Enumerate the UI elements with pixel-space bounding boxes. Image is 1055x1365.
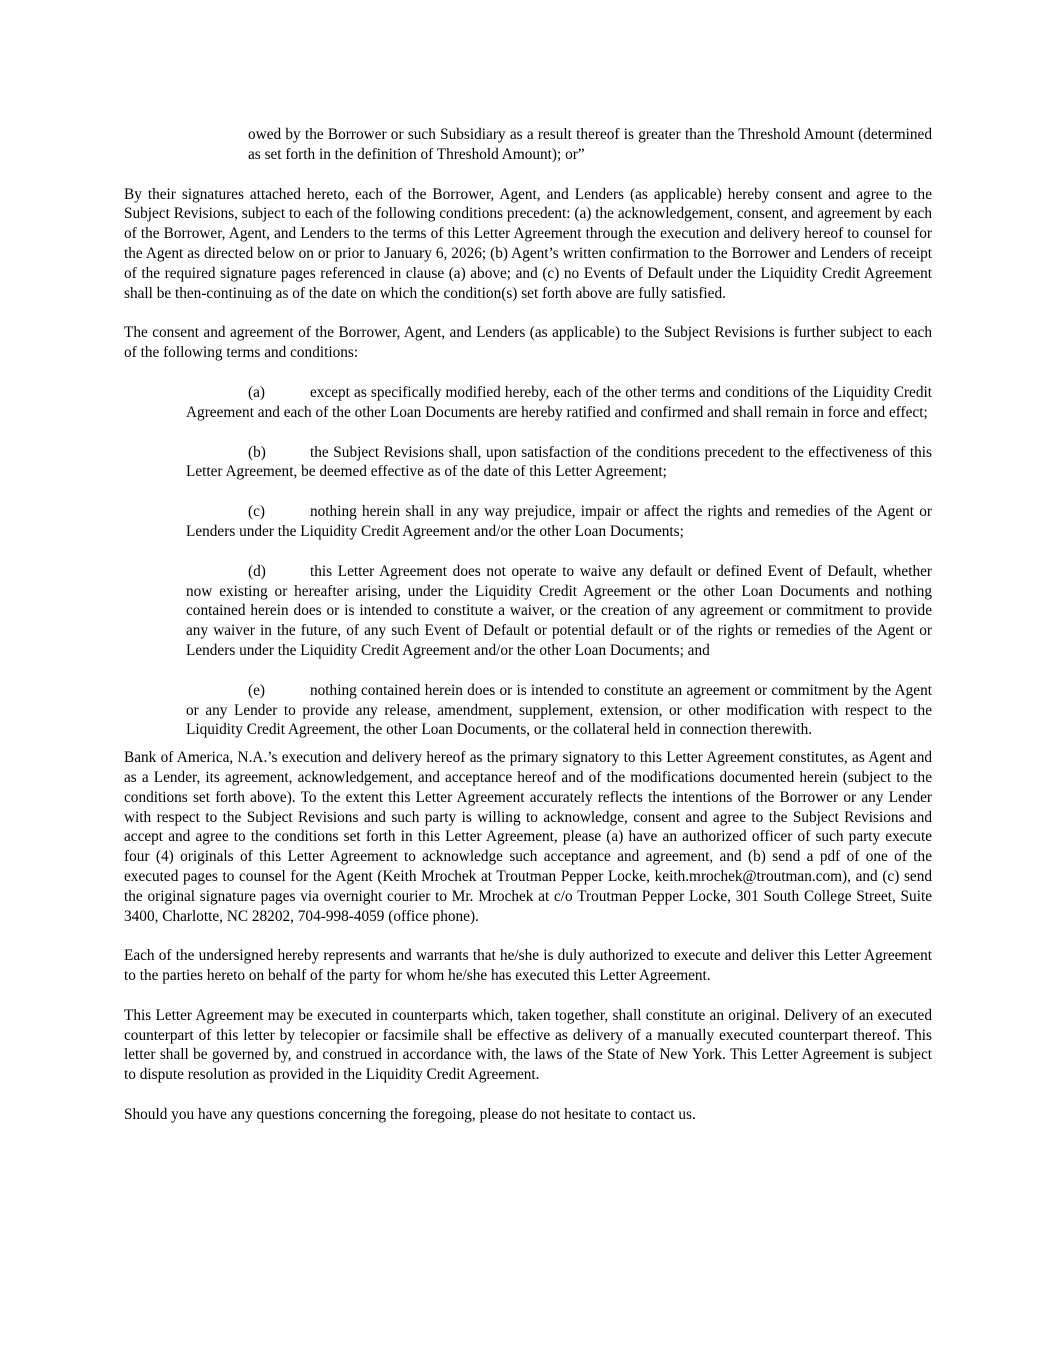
term-text-b: the Subject Revisions shall, upon satisfaction of the conditions precedent to the effectiveness of this Letter Agreement, be deemed effective as of the date of this Letter Agreement; bbox=[186, 443, 932, 481]
execution-paragraph: Bank of America, N.A.’s execution and delivery hereof as the primary signatory to this Letter Agreement constitutes, as Agent and as a Lender, its agreement, acknowledgement, and acceptance hereof and of the modifications documented herein (subject to the conditions set forth above). To the extent this Letter Agreement accurately reflects the intentions of the Borrower or any Lender with respect to the Subject Revisions and such party is willing to acknowledge, consent and agree to the Subject Revisions and accept and agree to the conditions set forth in this Letter Agreement, please (a) have an authorized officer of such party execute four (4) originals of this Letter Agreement to acknowledge such acceptance and agreement, and (b) send a pdf of one of the executed pages to counsel for the Agent (Keith Mrochek at Troutman Pepper Locke, keith.mrochek@troutman.com), and (c) send the original signature pages via overnight courier to Mr. Mrochek at c/o Troutman Pepper Locke, 301 South College Street, Suite 3400, Charlotte, NC 28202, 704-998-4059 (office phone). bbox=[124, 749, 932, 925]
term-label-d: (d) bbox=[248, 562, 266, 580]
term-item-b bbox=[186, 443, 932, 483]
term-text-e: nothing contained herein does or is intended to constitute an agreement or commitment by the Agent or any Lender to provide any release, amendment, supplement, extension, or other modification with respect to the Liquidity Credit Agreement, the other Loan Documents, or the collateral held in connection therewith. bbox=[186, 681, 932, 739]
terms-intro-paragraph: The consent and agreement of the Borrower, Agent, and Lenders (as applicable) to the Subject Revisions is further subject to each of the following terms and conditions: bbox=[124, 324, 932, 362]
term-item-c bbox=[186, 502, 932, 542]
letter-page bbox=[124, 125, 932, 1145]
authority-paragraph: Each of the undersigned hereby represents and warrants that he/she is duly authorized to execute and deliver this Letter Agreement to the parties hereto on behalf of the party for whom he/she has executed this Letter Agreement. bbox=[124, 947, 932, 985]
counterparts-paragraph: This Letter Agreement may be executed in counterparts which, taken together, shall constitute an original. Delivery of an executed counterpart of this letter by telecopier or facsimile shall be effective as delivery of a manually executed counterpart thereof. This letter shall be governed by, and construed in accordance with, the laws of the State of New York. This Letter Agreement is subject to dispute resolution as provided in the Liquidity Credit Agreement. bbox=[124, 1006, 932, 1084]
term-label-e: (e) bbox=[248, 681, 265, 699]
quoted-definition-continuation: owed by the Borrower or such Subsidiary as a result thereof is greater than the Threshold Amount (determined as set forth in the definition of Threshold Amount); or” bbox=[248, 126, 932, 163]
term-label-a: (a) bbox=[248, 383, 265, 401]
term-item-a bbox=[186, 383, 932, 423]
term-text-a: except as specifically modified hereby, each of the other terms and conditions of the Liquidity Credit Agreement and each of the other Loan Documents are hereby ratified and confirmed and shall remain in force and effect; bbox=[186, 383, 932, 421]
consent-paragraph: By their signatures attached hereto, each of the Borrower, Agent, and Lenders (as applicable) hereby consent and agree to the Subject Revisions, subject to each of the following conditions precedent: (a) the acknowledgement, consent, and agreement by each of the Borrower, Agent, and Lenders to the terms of this Letter Agreement through the execution and delivery hereof to counsel for the Agent as directed below on or prior to January 6, 2026; (b) Agent’s written confirmation to the Borrower and Lenders of receipt of the required signature pages referenced in clause (a) above; and (c) no Events of Default under the Liquidity Credit Agreement shall be then-continuing as of the date on which the condition(s) set forth above are fully satisfied. bbox=[124, 185, 932, 302]
term-label-c: (c) bbox=[248, 503, 265, 521]
closing-paragraph: Should you have any questions concerning the foregoing, please do not hesitate to contact us. bbox=[124, 1106, 696, 1124]
term-item-d bbox=[186, 562, 932, 661]
term-text-d: this Letter Agreement does not operate to waive any default or defined Event of Default, whether now existing or hereafter arising, under the Liquidity Credit Agreement or the other Loan Documents and nothing contained herein does or is intended to constitute a waiver, or the creation of any agreement or commitment to provide any waiver in the future, of any such Event of Default or potential default or of the rights or remedies of the Agent or Lenders under the Liquidity Credit Agreement and/or the other Loan Documents; and bbox=[186, 562, 932, 659]
term-label-b: (b) bbox=[248, 443, 266, 461]
term-text-c: nothing herein shall in any way prejudice, impair or affect the rights and remedies of the Agent or Lenders under the Liquidity Credit Agreement and/or the other Loan Documents; bbox=[186, 503, 932, 540]
term-item-e bbox=[186, 681, 932, 740]
